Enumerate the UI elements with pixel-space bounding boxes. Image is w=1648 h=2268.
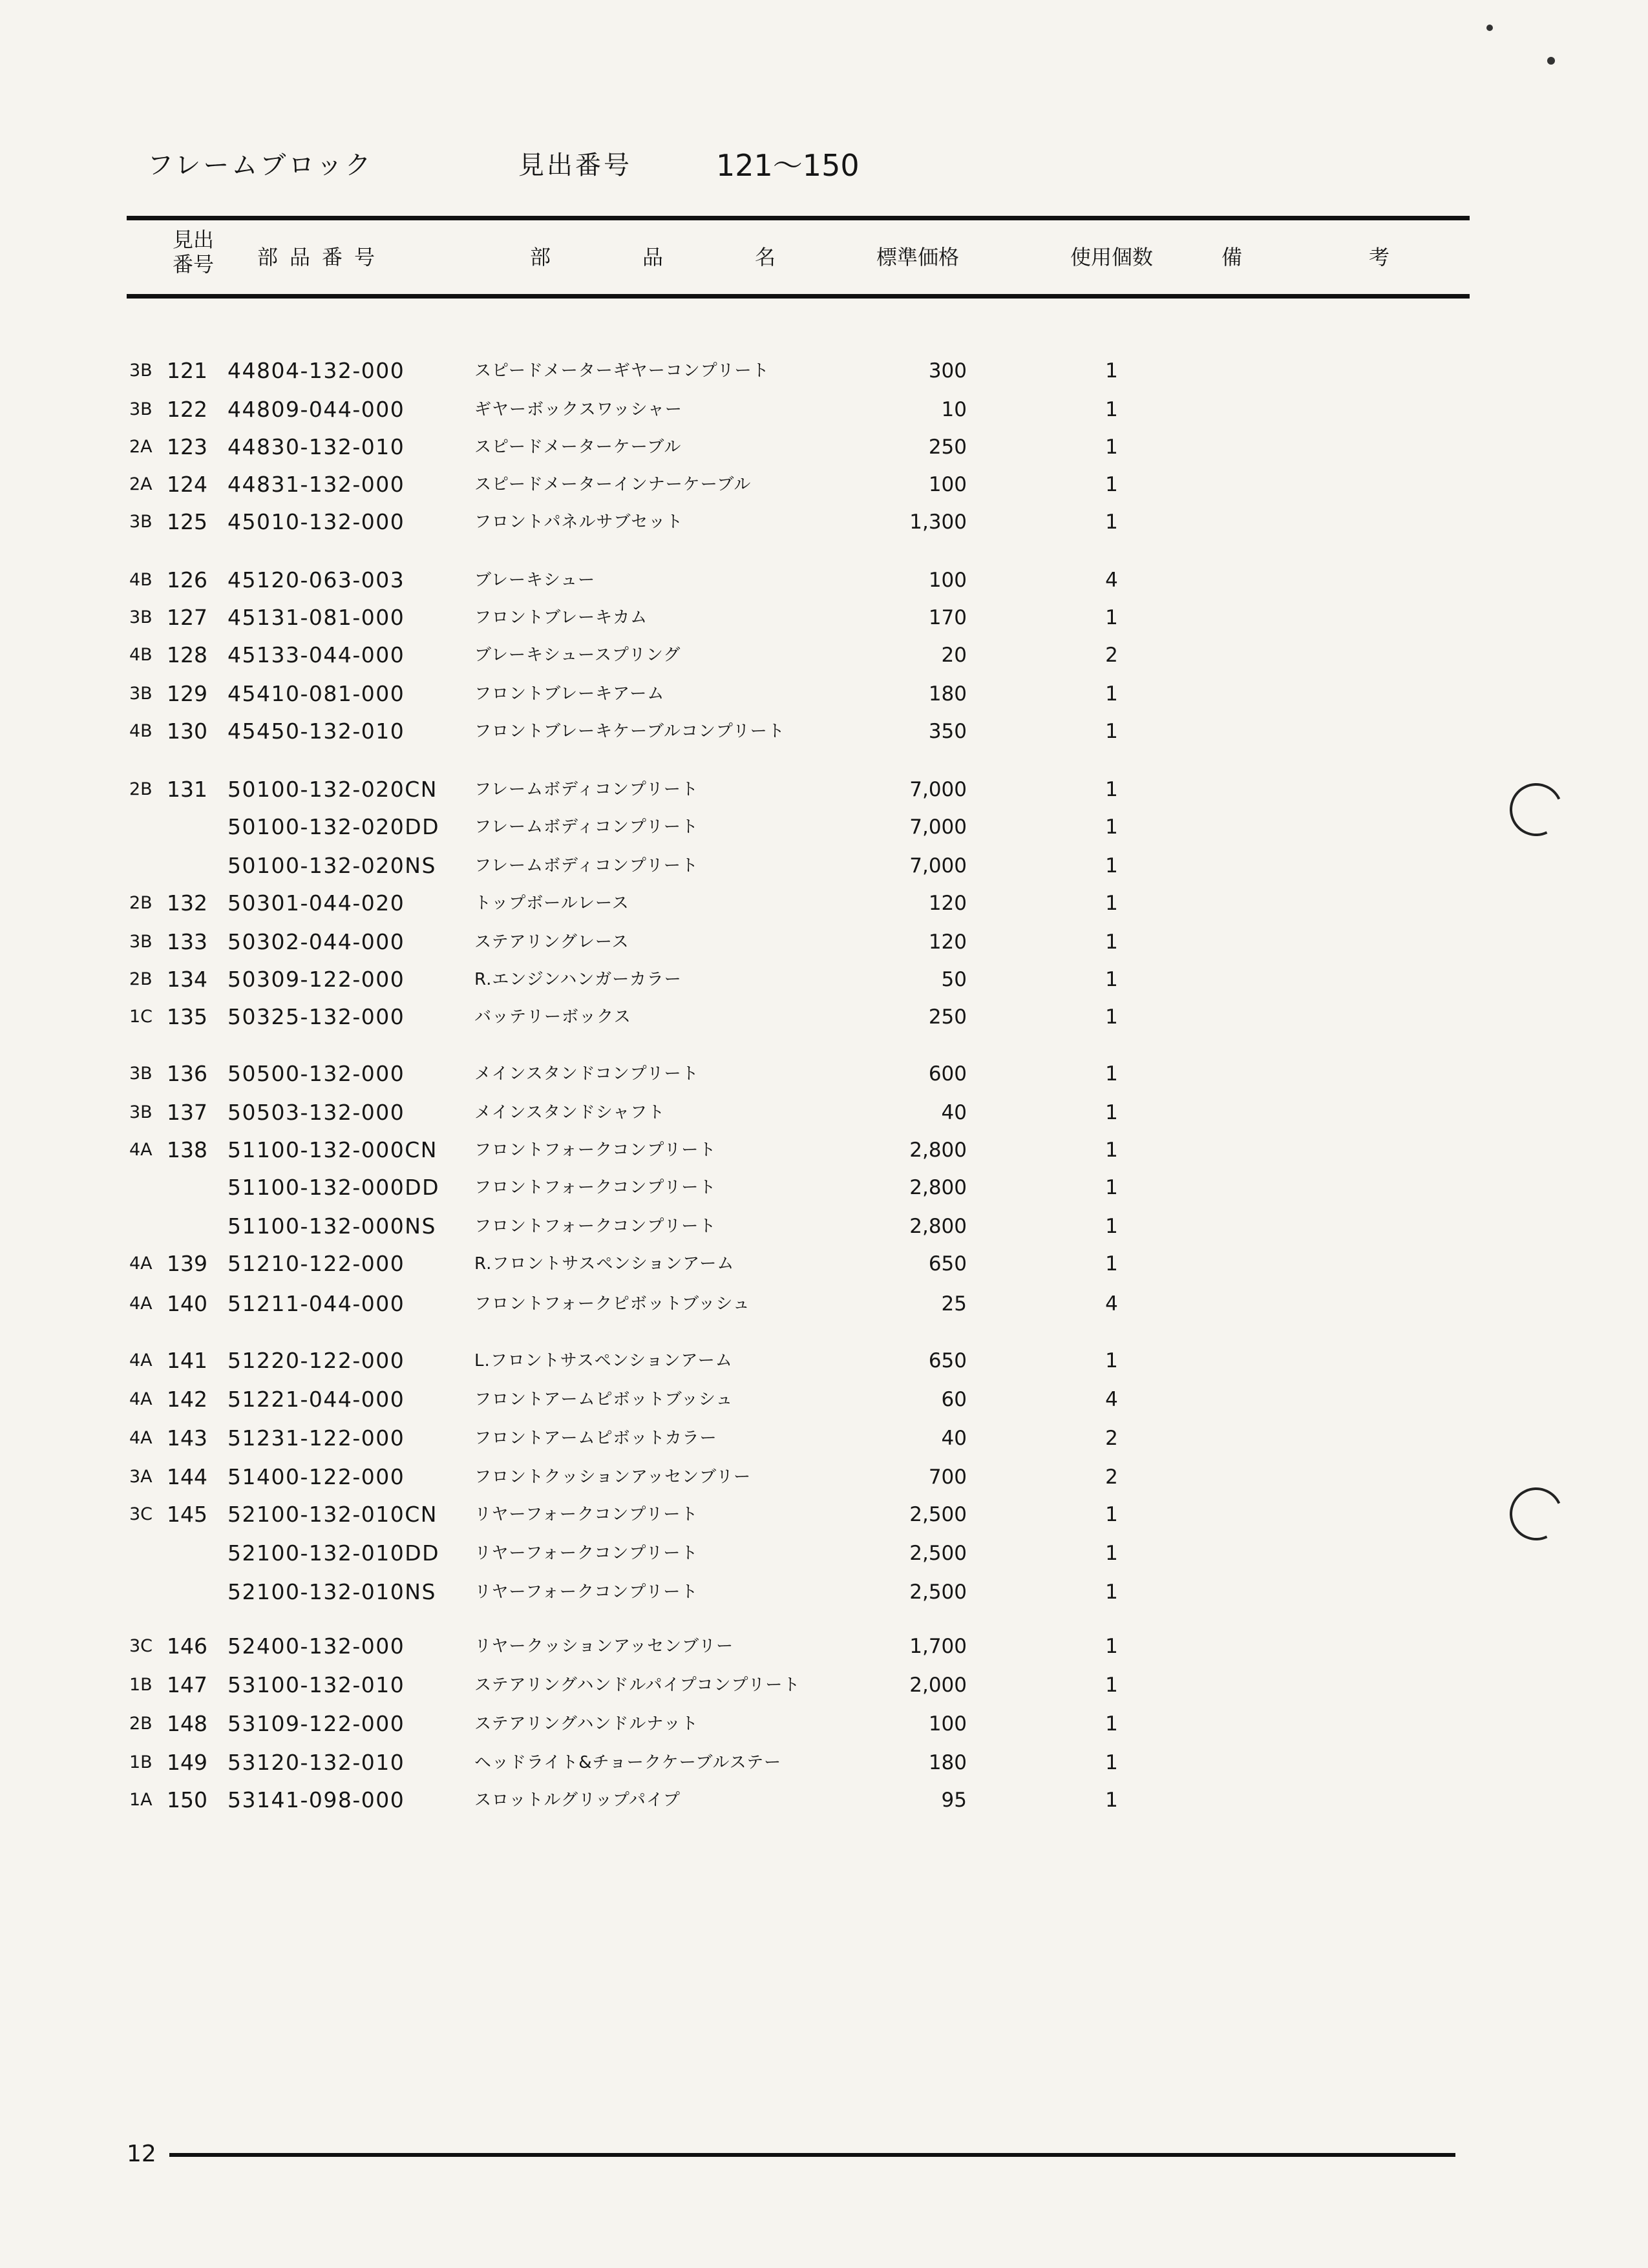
row-part-name: フレームボディコンプリート: [474, 817, 699, 837]
row-part-name: リヤーフォークコンプリート: [474, 1544, 699, 1563]
table-row: [0, 1170, 1648, 1206]
index-number-range: 121〜150: [716, 148, 860, 183]
row-quantity: 1: [1105, 1503, 1118, 1526]
row-index-number: 145: [167, 1502, 207, 1527]
row-quantity: 1: [1105, 1635, 1118, 1658]
row-part-number: 53141-098-000: [227, 1787, 405, 1812]
row-section: 1B: [129, 1752, 153, 1772]
row-quantity: 1: [1105, 606, 1118, 629]
row-section: 4A: [129, 1350, 153, 1370]
row-part-name: バッテリーボックス: [474, 1007, 631, 1027]
row-quantity: 1: [1105, 1580, 1118, 1604]
row-part-name: フロントクッションアッセンブリー: [474, 1467, 752, 1487]
row-index-number: 149: [167, 1750, 207, 1775]
table-row: [0, 637, 1648, 673]
table-row: [0, 1535, 1648, 1571]
table-row: [0, 429, 1648, 465]
row-part-number: 51400-122-000: [227, 1464, 405, 1489]
row-price: 2,800: [909, 1176, 967, 1199]
row-part-number: 50500-132-000: [227, 1061, 405, 1086]
row-index-number: 130: [167, 719, 207, 744]
row-price: 700: [928, 1465, 967, 1489]
table-row: [0, 772, 1648, 808]
row-part-name: フロントフォークコンプリート: [474, 1217, 717, 1236]
row-quantity: 1: [1105, 1542, 1118, 1565]
row-quantity: 1: [1105, 1252, 1118, 1276]
row-part-number: 50503-132-000: [227, 1100, 405, 1125]
row-part-number: 44830-132-010: [227, 434, 405, 459]
table-row: [0, 1095, 1648, 1131]
page-title: フレームブロック: [147, 151, 374, 180]
row-part-number: 51211-044-000: [227, 1291, 405, 1316]
row-part-number: 51221-044-000: [227, 1387, 405, 1412]
row-price: 650: [928, 1252, 967, 1276]
row-part-name: フロントフォークコンプリート: [474, 1178, 717, 1197]
table-row: [0, 1574, 1648, 1610]
row-part-name: ステアリングハンドルナット: [474, 1714, 699, 1734]
row-price: 2,800: [909, 1215, 967, 1238]
row-quantity: 1: [1105, 1712, 1118, 1736]
row-section: 3B: [129, 932, 153, 952]
row-part-name: フレームボディコンプリート: [474, 780, 699, 799]
table-row: [0, 1459, 1648, 1495]
row-index-number: 140: [167, 1291, 207, 1316]
row-part-number: 53109-122-000: [227, 1711, 405, 1736]
row-part-name: ステアリングハンドルパイプコンプリート: [474, 1675, 801, 1695]
row-part-name: ブレーキシュースプリング: [474, 646, 681, 665]
page-number: 12: [127, 2141, 156, 2167]
row-price: 100: [928, 473, 967, 496]
column-header-quantity: 使用個数: [1070, 245, 1154, 269]
table-header-rule: [127, 294, 1470, 299]
table-row: [0, 713, 1648, 750]
table-row: [0, 562, 1648, 598]
row-price: 10: [941, 398, 967, 421]
row-part-name: スピードメーターギヤーコンプリート: [474, 361, 770, 381]
row-part-number: 51210-122-000: [227, 1251, 405, 1276]
row-section: 3A: [129, 1467, 153, 1487]
row-section: 3B: [129, 1064, 153, 1084]
row-index-number: 143: [167, 1425, 207, 1451]
row-index-number: 124: [167, 472, 207, 497]
row-quantity: 4: [1105, 569, 1118, 592]
table-row: [0, 467, 1648, 503]
row-index-number: 126: [167, 567, 207, 593]
row-part-number: 44804-132-000: [227, 358, 405, 383]
row-part-name: スピードメーターケーブル: [474, 437, 682, 457]
row-part-number: 45131-081-000: [227, 605, 405, 630]
row-price: 1,300: [909, 510, 967, 534]
row-part-number: 45450-132-010: [227, 719, 405, 744]
row-part-number: 50301-044-020: [227, 890, 405, 916]
table-row: [0, 1343, 1648, 1379]
row-quantity: 1: [1105, 930, 1118, 954]
row-quantity: 2: [1105, 1427, 1118, 1450]
row-index-number: 144: [167, 1464, 207, 1489]
row-part-number: 50100-132-020DD: [227, 814, 440, 839]
row-section: 2B: [129, 893, 153, 913]
scan-speck: [1486, 25, 1493, 31]
row-part-name: ギヤーボックスワッシャー: [474, 400, 682, 419]
row-price: 120: [928, 930, 967, 954]
row-index-number: 125: [167, 509, 207, 534]
row-section: 4A: [129, 1140, 153, 1160]
row-part-name: フロントブレーキアーム: [474, 684, 665, 704]
row-part-number: 45120-063-003: [227, 567, 405, 593]
row-index-number: 139: [167, 1251, 207, 1276]
row-section: 2A: [129, 437, 153, 457]
row-quantity: 1: [1105, 1062, 1118, 1086]
row-index-number: 131: [167, 777, 207, 802]
row-part-number: 50309-122-000: [227, 967, 405, 992]
column-header-part-name: 部品名: [530, 245, 776, 269]
table-row: [0, 1381, 1648, 1418]
row-quantity: 4: [1105, 1388, 1118, 1411]
row-part-name: ヘッドライト&チョークケーブルステー: [474, 1753, 782, 1772]
row-section: 3C: [129, 1636, 153, 1656]
row-price: 250: [928, 436, 967, 459]
row-part-name: フレームボディコンプリート: [474, 856, 699, 876]
row-index-number: 121: [167, 358, 207, 383]
row-quantity: 1: [1105, 1349, 1118, 1372]
row-quantity: 1: [1105, 720, 1118, 743]
row-quantity: 1: [1105, 968, 1118, 991]
row-quantity: 1: [1105, 778, 1118, 801]
row-part-number: 52400-132-000: [227, 1633, 405, 1659]
table-row: [0, 885, 1648, 921]
row-part-name: リヤーフォークコンプリート: [474, 1505, 699, 1524]
row-price: 40: [941, 1101, 967, 1124]
row-section: 2B: [129, 1714, 153, 1734]
row-index-number: 127: [167, 605, 207, 630]
row-part-name: フロントフォークピボットブッシュ: [474, 1294, 750, 1314]
row-part-number: 51100-132-000NS: [227, 1213, 436, 1239]
row-index-number: 123: [167, 434, 207, 459]
table-row: [0, 1496, 1648, 1533]
row-part-name: メインスタンドシャフト: [474, 1103, 666, 1122]
row-quantity: 1: [1105, 1176, 1118, 1199]
table-row: [0, 1208, 1648, 1244]
row-section: 2A: [129, 474, 153, 494]
row-section: 4A: [129, 1254, 153, 1274]
row-index-number: 146: [167, 1633, 207, 1659]
row-part-number: 52100-132-010CN: [227, 1502, 438, 1527]
row-price: 50: [941, 968, 967, 991]
row-quantity: 1: [1105, 1005, 1118, 1029]
table-row: [0, 1420, 1648, 1456]
row-section: 2B: [129, 779, 153, 799]
row-quantity: 1: [1105, 510, 1118, 534]
row-part-number: 44831-132-000: [227, 472, 405, 497]
table-row: [0, 1667, 1648, 1703]
row-section: 3B: [129, 1102, 153, 1122]
row-price: 60: [941, 1388, 967, 1411]
row-section: 1B: [129, 1675, 153, 1695]
table-top-rule: [127, 216, 1470, 220]
row-index-number: 135: [167, 1004, 207, 1029]
row-part-name: R.エンジンハンガーカラー: [474, 970, 682, 989]
row-price: 7,000: [909, 854, 967, 877]
row-index-number: 132: [167, 890, 207, 916]
row-section: 3B: [129, 399, 153, 419]
row-part-name: リヤーフォークコンプリート: [474, 1582, 699, 1602]
row-index-number: 147: [167, 1672, 207, 1697]
index-number-label: 見出番号: [518, 151, 632, 180]
table-row: [0, 1745, 1648, 1781]
row-index-number: 148: [167, 1711, 207, 1736]
row-part-name: メインスタンドコンプリート: [474, 1064, 699, 1084]
table-row: [0, 961, 1648, 998]
table-row: [0, 676, 1648, 712]
row-quantity: 1: [1105, 892, 1118, 915]
row-quantity: 1: [1105, 1789, 1118, 1812]
row-price: 40: [941, 1427, 967, 1450]
row-section: 1A: [129, 1790, 153, 1810]
row-price: 2,800: [909, 1139, 967, 1162]
row-section: 3B: [129, 361, 153, 381]
row-price: 7,000: [909, 778, 967, 801]
row-part-name: フロントブレーキカム: [474, 608, 648, 627]
row-price: 100: [928, 569, 967, 592]
row-part-name: スロットルグリップパイプ: [474, 1790, 681, 1810]
row-quantity: 1: [1105, 815, 1118, 839]
row-quantity: 1: [1105, 854, 1118, 877]
row-quantity: 1: [1105, 1215, 1118, 1238]
row-price: 1,700: [909, 1635, 967, 1658]
row-part-number: 44809-044-000: [227, 397, 405, 422]
table-row: [0, 809, 1648, 845]
table-row: [0, 1246, 1648, 1282]
row-price: 25: [941, 1292, 967, 1316]
row-quantity: 1: [1105, 1751, 1118, 1774]
row-part-number: 50100-132-020NS: [227, 853, 436, 878]
row-section: 2B: [129, 969, 153, 989]
table-row: [0, 1628, 1648, 1664]
row-price: 2,500: [909, 1542, 967, 1565]
column-header-price: 標準価格: [876, 245, 960, 269]
row-part-name: フロントパネルサブセット: [474, 512, 684, 532]
row-price: 250: [928, 1005, 967, 1029]
row-quantity: 1: [1105, 1139, 1118, 1162]
row-index-number: 128: [167, 642, 207, 667]
table-row: [0, 1706, 1648, 1742]
table-row: [0, 600, 1648, 636]
row-price: 2,000: [909, 1674, 967, 1697]
row-part-name: トップボールレース: [474, 894, 629, 913]
row-quantity: 1: [1105, 1101, 1118, 1124]
scan-speck: [1547, 57, 1555, 65]
row-quantity: 1: [1105, 1674, 1118, 1697]
row-section: 4A: [129, 1294, 153, 1314]
row-price: 180: [928, 682, 967, 706]
row-price: 350: [928, 720, 967, 743]
row-price: 95: [941, 1789, 967, 1812]
row-index-number: 141: [167, 1348, 207, 1373]
row-quantity: 1: [1105, 398, 1118, 421]
table-row: [0, 999, 1648, 1035]
row-part-number: 50100-132-020CN: [227, 777, 438, 802]
row-part-name: フロントアームピボットカラー: [474, 1429, 717, 1448]
table-row: [0, 1056, 1648, 1092]
row-section: 4A: [129, 1428, 153, 1448]
row-section: 4B: [129, 721, 153, 741]
row-index-number: 122: [167, 397, 207, 422]
row-index-number: 136: [167, 1061, 207, 1086]
row-price: 120: [928, 892, 967, 915]
table-row: [0, 504, 1648, 540]
row-section: 4B: [129, 645, 153, 665]
row-price: 170: [928, 606, 967, 629]
row-index-number: 150: [167, 1787, 207, 1812]
row-part-number: 45010-132-000: [227, 509, 405, 534]
row-index-number: 142: [167, 1387, 207, 1412]
row-index-number: 138: [167, 1137, 207, 1162]
row-part-number: 50325-132-000: [227, 1004, 405, 1029]
row-quantity: 1: [1105, 682, 1118, 706]
row-index-number: 129: [167, 681, 207, 706]
row-price: 2,500: [909, 1503, 967, 1526]
row-price: 2,500: [909, 1580, 967, 1604]
row-quantity: 1: [1105, 359, 1118, 383]
row-section: 1C: [129, 1007, 153, 1027]
row-part-number: 52100-132-010DD: [227, 1540, 440, 1566]
row-part-name: L.フロントサスペンションアーム: [474, 1351, 733, 1370]
row-index-number: 133: [167, 929, 207, 954]
row-part-name: ステアリングレース: [474, 932, 629, 952]
row-part-name: R.フロントサスペンションアーム: [474, 1254, 735, 1274]
row-part-name: フロントフォークコンプリート: [474, 1140, 717, 1160]
row-part-name: フロントアームピボットブッシュ: [474, 1390, 734, 1409]
row-part-name: リヤークッションアッセンブリー: [474, 1637, 734, 1656]
row-part-name: スピードメーターインナーケーブル: [474, 475, 752, 494]
row-section: 3C: [129, 1504, 153, 1524]
column-header-part-number: 部品番号: [257, 245, 387, 269]
table-row: [0, 1132, 1648, 1168]
row-section: 3B: [129, 512, 153, 532]
row-section: 3B: [129, 607, 153, 627]
row-price: 650: [928, 1349, 967, 1372]
row-part-number: 45133-044-000: [227, 642, 405, 667]
column-header-remarks: 備考: [1221, 245, 1389, 269]
row-index-number: 134: [167, 967, 207, 992]
row-part-number: 53120-132-010: [227, 1750, 405, 1775]
row-section: 3B: [129, 684, 153, 704]
row-section: 4B: [129, 570, 153, 590]
row-price: 20: [941, 644, 967, 667]
row-part-number: 50302-044-000: [227, 929, 405, 954]
row-price: 100: [928, 1712, 967, 1736]
row-quantity: 2: [1105, 644, 1118, 667]
column-header-index: 見出 番号: [172, 227, 214, 277]
footer-rule: [169, 2153, 1455, 2157]
row-part-name: ブレーキシュー: [474, 571, 596, 590]
row-quantity: 1: [1105, 473, 1118, 496]
table-row: [0, 924, 1648, 960]
table-row: [0, 353, 1648, 389]
table-row: [0, 848, 1648, 884]
row-part-number: 53100-132-010: [227, 1672, 405, 1697]
row-part-number: 45410-081-000: [227, 681, 405, 706]
row-quantity: 2: [1105, 1465, 1118, 1489]
row-price: 600: [928, 1062, 967, 1086]
row-price: 180: [928, 1751, 967, 1774]
table-row: [0, 392, 1648, 428]
table-row: [0, 1782, 1648, 1818]
row-price: 300: [928, 359, 967, 383]
row-quantity: 1: [1105, 436, 1118, 459]
row-section: 4A: [129, 1389, 153, 1409]
row-part-number: 51220-122-000: [227, 1348, 405, 1373]
row-part-number: 52100-132-010NS: [227, 1579, 436, 1604]
row-part-number: 51231-122-000: [227, 1425, 405, 1451]
row-quantity: 4: [1105, 1292, 1118, 1316]
row-index-number: 137: [167, 1100, 207, 1125]
row-part-number: 51100-132-000DD: [227, 1175, 440, 1200]
row-price: 7,000: [909, 815, 967, 839]
row-part-number: 51100-132-000CN: [227, 1137, 438, 1162]
table-row: [0, 1286, 1648, 1322]
row-part-name: フロントブレーキケーブルコンプリート: [474, 722, 785, 741]
